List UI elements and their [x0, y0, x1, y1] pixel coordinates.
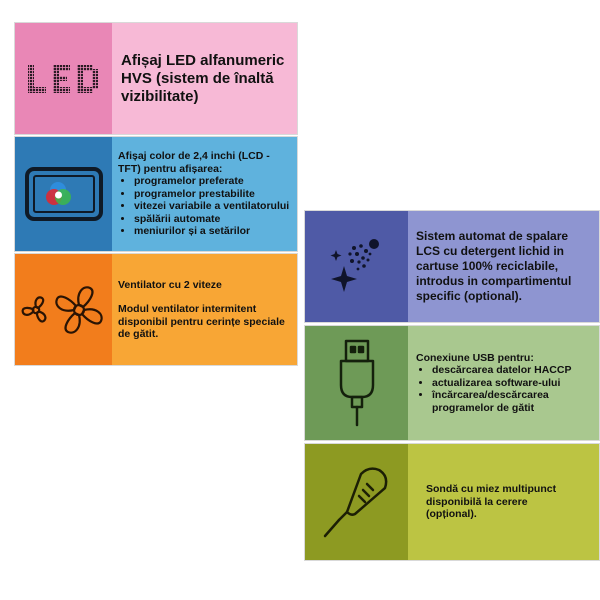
usb-text-panel — [408, 326, 599, 440]
list-item: • meniurilor și a setărilor — [134, 225, 291, 238]
lcd-intro: Afișaj color de 2,4 inchi (LCD - TFT) pentru afișarea: — [118, 150, 270, 175]
usb-card — [304, 325, 600, 441]
usb-intro: Conexiune USB pentru: — [416, 351, 534, 364]
probe-text-panel — [408, 444, 599, 560]
led-icon-panel — [15, 23, 112, 134]
usb-feature-list — [416, 364, 593, 414]
led-matrix-icon — [24, 59, 104, 99]
wash-description: Sistem automat de spalare LCS cu detergent lichid in cartuse 100% reciclabile, introdus in compartimentul specific (optional). — [416, 229, 572, 303]
probe-description: Sondă cu miez multipunct disponibilă la cerere (opțional). — [426, 483, 557, 521]
lcd-text-panel — [112, 137, 297, 251]
led-title: Afișaj LED alfanumeric HVS (sistem de înaltă vizibilitate) — [121, 51, 285, 105]
usb-icon-panel — [305, 326, 408, 440]
list-item: • vitezei variabile a ventilatorului — [134, 200, 291, 213]
usb-plug-icon — [332, 337, 382, 429]
lcd-display-card — [14, 136, 298, 252]
list-item: • descărcarea datelor HACCP — [432, 364, 593, 377]
color-display-icon — [24, 166, 104, 222]
fan-speed-text: Ventilator cu 2 viteze — [118, 278, 222, 291]
fan-card — [14, 253, 298, 366]
list-item: • spălării automate — [134, 213, 291, 226]
led-display-card — [14, 22, 298, 135]
core-probe-card — [304, 443, 600, 561]
lcd-feature-list — [118, 175, 291, 238]
lcd-icon-panel — [15, 137, 112, 251]
list-item: • programelor preferate — [134, 175, 291, 188]
wash-text-panel — [408, 211, 599, 322]
probe-icon-panel — [305, 444, 408, 560]
list-item: • încărcarea/descărcarea programelor de gătit — [432, 389, 593, 414]
list-item: • programelor prestabilite — [134, 188, 291, 201]
fan-mode-text: Modul ventilator intermitent disponibil pentru cerințe speciale de gătit. — [118, 303, 285, 340]
list-item: • actualizarea software-ului — [432, 377, 593, 390]
fan-icon — [19, 280, 109, 340]
led-text-panel — [112, 23, 297, 134]
fan-text-panel — [112, 254, 297, 365]
sparkle-spray-icon — [322, 232, 392, 302]
wash-icon-panel — [305, 211, 408, 322]
core-probe-icon — [317, 462, 397, 542]
wash-system-card — [304, 210, 600, 323]
fan-icon-panel — [15, 254, 112, 365]
